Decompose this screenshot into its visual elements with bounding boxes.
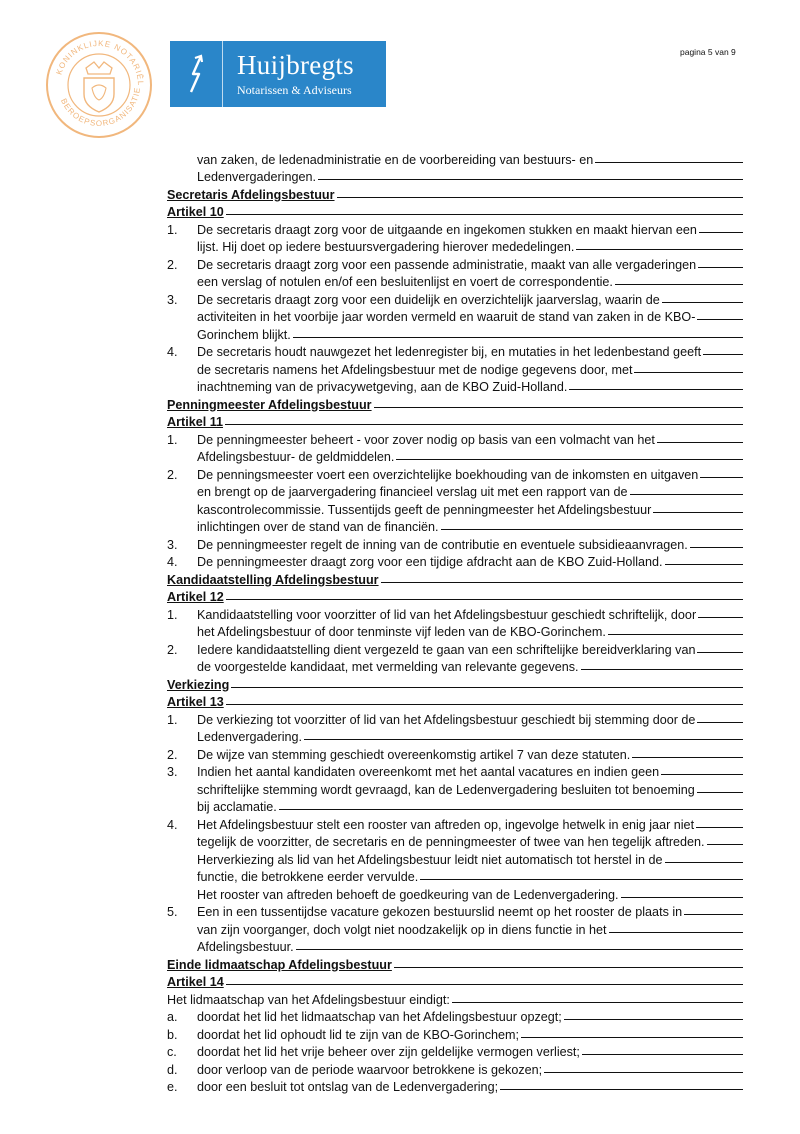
- line-text: een verslag of notulen en/of een besluitenlijst en voert de correspondentie.: [197, 275, 613, 289]
- line-text: doordat het lid het vrije beheer over zijn geldelijke vermogen verliest;: [197, 1045, 580, 1059]
- line-text: Afdelingsbestuur.: [197, 940, 294, 954]
- text-line: [167, 762, 743, 780]
- line-text: de secretaris namens het Afdelingsbestuur met de nodige gegevens door, met: [197, 362, 633, 377]
- section-heading: [167, 587, 743, 605]
- filler-rule: [697, 319, 743, 320]
- line-text: doordat het lid ophoudt lid te zijn van de KBO-Gorinchem;: [197, 1027, 520, 1042]
- text-line: [167, 447, 743, 465]
- line-text: Secretaris Afdelingsbestuur: [167, 187, 335, 202]
- text-line: [167, 709, 743, 727]
- line-text: De wijze van stemming geschiedt overeenkomstig artikel 7 van deze statuten.: [197, 747, 631, 762]
- filler-rule: [394, 967, 743, 968]
- filler-rule: [225, 424, 743, 425]
- line-text: van zijn voorganger, doch volgt niet noodzakelijk op in diens functie in het: [197, 922, 607, 937]
- list-number: a.: [167, 1010, 178, 1024]
- line-text: Ledenvergaderingen.: [197, 170, 317, 184]
- line-text: De secretaris draagt zorg voor een passende administratie, maakt van alle vergaderingen: [197, 257, 697, 272]
- line-text: Kandidaatstelling Afdelingsbestuur: [167, 572, 379, 587]
- line-text: Afdelingsbestuur- de geldmiddelen.: [197, 450, 395, 464]
- filler-rule: [621, 897, 744, 898]
- list-number: c.: [167, 1045, 177, 1059]
- line-text: Herverkiezing als lid van het Afdelingsbestuur leidt niet automatisch tot herstel in de: [197, 852, 663, 867]
- line-text: De secretaris draagt zorg voor de uitgaande en ingekomen stukken en maakt hiervan een: [197, 222, 697, 237]
- filler-rule: [381, 582, 743, 583]
- filler-rule: [615, 284, 743, 285]
- line-text: het Afdelingsbestuur of door tenminste vijf leden van de KBO-Gorinchem.: [197, 625, 606, 639]
- line-text: de voorgestelde kandidaat, met vermelding van relevante gegevens.: [197, 660, 579, 674]
- line-text: functie, die betrokkene eerder vervulde.: [197, 870, 419, 884]
- filler-rule: [564, 1019, 743, 1020]
- filler-rule: [657, 442, 743, 443]
- section-heading: [167, 692, 743, 710]
- filler-rule: [304, 739, 743, 740]
- line-text: bij acclamatie.: [197, 800, 277, 814]
- line-text: De penningmeester beheert - voor zover nodig op basis van een volmacht van het: [197, 432, 655, 447]
- filler-rule: [337, 197, 743, 198]
- text-line: [167, 849, 743, 867]
- seal-emblem-icon: [44, 30, 154, 140]
- filler-rule: [595, 162, 743, 163]
- filler-rule: [609, 932, 743, 933]
- filler-rule: [697, 722, 743, 723]
- filler-rule: [634, 372, 743, 373]
- list-number: 3.: [167, 292, 178, 307]
- logo-name: Huijbregts: [237, 50, 354, 80]
- line-text: De secretaris houdt nauwgezet het ledenregister bij, en mutaties in het ledenbestand geeft: [197, 345, 702, 359]
- line-text: Ledenvergadering.: [197, 730, 303, 744]
- filler-rule: [226, 599, 743, 600]
- filler-rule: [665, 862, 743, 863]
- list-number: b.: [167, 1027, 178, 1042]
- list-number: 3.: [167, 537, 178, 552]
- filler-rule: [374, 407, 743, 408]
- text-line: [167, 429, 743, 447]
- filler-rule: [500, 1089, 743, 1090]
- section-heading: [167, 184, 743, 202]
- section-heading: [167, 202, 743, 220]
- list-number: 1.: [167, 607, 178, 622]
- text-line: [167, 1042, 743, 1060]
- text-line: [167, 237, 743, 255]
- line-text: kascontrolecommissie. Tussentijds geeft de penningmeester het Afdelingsbestuur: [197, 502, 652, 517]
- line-text: Einde lidmaatschap Afdelingsbestuur: [167, 957, 392, 972]
- filler-rule: [420, 879, 743, 880]
- list-number: 1.: [167, 432, 178, 447]
- line-text: tegelijk de voorzitter, de secretaris en de penningmeester of twee van hen tegelijk aftreden.: [197, 835, 705, 849]
- list-number: 1.: [167, 222, 178, 237]
- line-text: Gorinchem blijkt.: [197, 327, 291, 342]
- list-number: 4.: [167, 817, 178, 832]
- line-text: De verkiezing tot voorzitter of lid van het Afdelingsbestuur geschiedt bij stemming door de: [197, 712, 696, 727]
- line-text: Een in een tussentijdse vacature gekozen bestuurslid neemt op het rooster de plaats in: [197, 905, 683, 919]
- text-line: [167, 272, 743, 290]
- filler-rule: [231, 687, 743, 688]
- list-number: d.: [167, 1062, 178, 1077]
- logo-mark-icon: [170, 41, 223, 107]
- text-line: [167, 622, 743, 640]
- list-number: 2.: [167, 467, 178, 482]
- line-text: Artikel 10: [167, 205, 224, 219]
- filler-rule: [318, 179, 743, 180]
- filler-rule: [698, 267, 743, 268]
- text-line: [167, 307, 743, 325]
- filler-rule: [690, 547, 743, 548]
- text-line: [167, 534, 743, 552]
- section-heading: [167, 569, 743, 587]
- line-text: De penningsmeester voert een overzichtelijke boekhouding van de inkomsten en uitgaven: [197, 467, 699, 482]
- filler-rule: [684, 914, 743, 915]
- line-text: Artikel 13: [167, 695, 224, 709]
- text-line: [167, 1059, 743, 1077]
- line-text: inachtneming van de privacywetgeving, aan de KBO Zuid-Holland.: [197, 380, 568, 394]
- filler-rule: [226, 704, 743, 705]
- text-line: [167, 657, 743, 675]
- filler-rule: [608, 634, 743, 635]
- logo-subtitle: Notarissen & Adviseurs: [237, 83, 352, 97]
- line-text: en brengt op de jaarvergadering financieel verslag uit met een rapport van de: [197, 485, 628, 499]
- list-number: 4.: [167, 345, 178, 359]
- notarial-seal: [44, 30, 154, 140]
- list-number: e.: [167, 1080, 178, 1094]
- text-line: [167, 989, 743, 1007]
- line-text: doordat het lid het lidmaatschap van het Afdelingsbestuur opzegt;: [197, 1010, 562, 1024]
- text-line: [167, 744, 743, 762]
- text-line: [167, 814, 743, 832]
- text-line: [167, 639, 743, 657]
- line-text: van zaken, de ledenadministratie en de voorbereiding van bestuurs- en: [197, 152, 594, 167]
- line-text: Het rooster van aftreden behoeft de goedkeuring van de Ledenvergadering.: [197, 887, 619, 902]
- line-text: inlichtingen over de stand van de financiën.: [197, 520, 439, 534]
- filler-rule: [226, 214, 743, 215]
- filler-rule: [296, 949, 743, 950]
- line-text: Verkiezing: [167, 677, 230, 692]
- filler-rule: [698, 617, 743, 618]
- list-number: 4.: [167, 555, 178, 569]
- line-text: Het lidmaatschap van het Afdelingsbestuur eindigt:: [167, 992, 450, 1007]
- filler-rule: [697, 652, 743, 653]
- text-line: [167, 324, 743, 342]
- text-line: [167, 342, 743, 360]
- line-text: schriftelijke stemming wordt gevraagd, kan de Ledenvergadering besluiten tot benoeming: [197, 782, 695, 797]
- svg-text:BEROEPSORGANISATIE: BEROEPSORGANISATIE: [58, 86, 143, 129]
- text-line: [167, 779, 743, 797]
- line-text: Artikel 11: [167, 415, 224, 429]
- filler-rule: [581, 669, 743, 670]
- section-heading: [167, 412, 743, 430]
- line-text: Kandidaatstelling voor voorzitter of lid van het Afdelingsbestuur geschiedt schriftelijk, door: [197, 607, 697, 622]
- text-line: [167, 919, 743, 937]
- text-line: [167, 377, 743, 395]
- line-text: Artikel 14: [167, 975, 224, 989]
- filler-rule: [653, 512, 743, 513]
- text-line: [167, 902, 743, 920]
- filler-rule: [441, 529, 743, 530]
- filler-rule: [700, 477, 743, 478]
- list-number: 3.: [167, 765, 178, 779]
- filler-rule: [576, 249, 743, 250]
- text-line: [167, 499, 743, 517]
- filler-rule: [279, 809, 743, 810]
- line-text: Iedere kandidaatstelling dient vergezeld te gaan van een schriftelijke bereidverklaring van: [197, 642, 696, 657]
- company-logo: [170, 41, 386, 107]
- text-line: [167, 832, 743, 850]
- filler-rule: [696, 827, 743, 828]
- text-line: [167, 797, 743, 815]
- filler-rule: [699, 232, 743, 233]
- line-text: door een besluit tot ontslag van de Ledenvergadering;: [197, 1080, 499, 1094]
- filler-rule: [707, 844, 743, 845]
- filler-rule: [544, 1072, 743, 1073]
- filler-rule: [293, 337, 743, 338]
- line-text: Penningmeester Afdelingsbestuur: [167, 397, 372, 412]
- list-number: 2.: [167, 642, 178, 657]
- filler-rule: [662, 302, 743, 303]
- text-line: [167, 149, 743, 167]
- filler-rule: [582, 1054, 743, 1055]
- line-text: Artikel 12: [167, 590, 224, 604]
- text-line: [167, 289, 743, 307]
- section-heading: [167, 674, 743, 692]
- section-heading: [167, 954, 743, 972]
- list-number: 2.: [167, 747, 178, 762]
- filler-rule: [226, 984, 743, 985]
- text-line: [167, 167, 743, 185]
- filler-rule: [661, 774, 743, 775]
- text-line: [167, 517, 743, 535]
- text-line: [167, 884, 743, 902]
- text-line: [167, 727, 743, 745]
- filler-rule: [521, 1037, 743, 1038]
- line-text: De penningmeester regelt de inning van de contributie en eventuele subsidieaanvragen.: [197, 537, 688, 552]
- filler-rule: [665, 564, 743, 565]
- list-number: 2.: [167, 257, 178, 272]
- text-line: [167, 604, 743, 622]
- filler-rule: [396, 459, 743, 460]
- text-line: [167, 867, 743, 885]
- text-line: [167, 482, 743, 500]
- filler-rule: [703, 354, 743, 355]
- text-line: [167, 1077, 743, 1095]
- section-heading: [167, 394, 743, 412]
- line-text: Het Afdelingsbestuur stelt een rooster van aftreden op, ingevolge hetwelk in enig jaar niet: [197, 817, 695, 832]
- document-body: [167, 149, 743, 1094]
- line-text: De secretaris draagt zorg voor een duidelijk en overzichtelijk jaarverslag, waarin de: [197, 292, 660, 307]
- line-text: door verloop van de periode waarvoor betrokkene is gekozen;: [197, 1062, 543, 1077]
- text-line: [167, 1024, 743, 1042]
- text-line: [167, 1007, 743, 1025]
- text-line: [167, 937, 743, 955]
- line-text: activiteiten in het voorbije jaar worden vermeld en waaruit de stand van zaken in de KBO-: [197, 310, 696, 324]
- filler-rule: [630, 494, 743, 495]
- line-text: lijst. Hij doet op iedere bestuursvergadering hierover mededelingen.: [197, 240, 575, 254]
- filler-rule: [697, 792, 743, 793]
- text-line: [167, 464, 743, 482]
- svg-text:KONINKLIJKE NOTARIËLE: KONINKLIJKE NOTARIËL: [54, 38, 146, 87]
- list-number: 5.: [167, 905, 178, 919]
- list-number: 1.: [167, 712, 178, 727]
- filler-rule: [452, 1002, 743, 1003]
- text-line: [167, 254, 743, 272]
- filler-rule: [632, 757, 743, 758]
- line-text: De penningmeester draagt zorg voor een tijdige afdracht aan de KBO Zuid-Holland.: [197, 555, 663, 569]
- text-line: [167, 219, 743, 237]
- filler-rule: [569, 389, 743, 390]
- text-line: [167, 552, 743, 570]
- section-heading: [167, 972, 743, 990]
- text-line: [167, 359, 743, 377]
- line-text: Indien het aantal kandidaten overeenkomt met het aantal vacatures en indien geen: [197, 765, 660, 779]
- page-number: pagina 5 van 9: [680, 47, 736, 57]
